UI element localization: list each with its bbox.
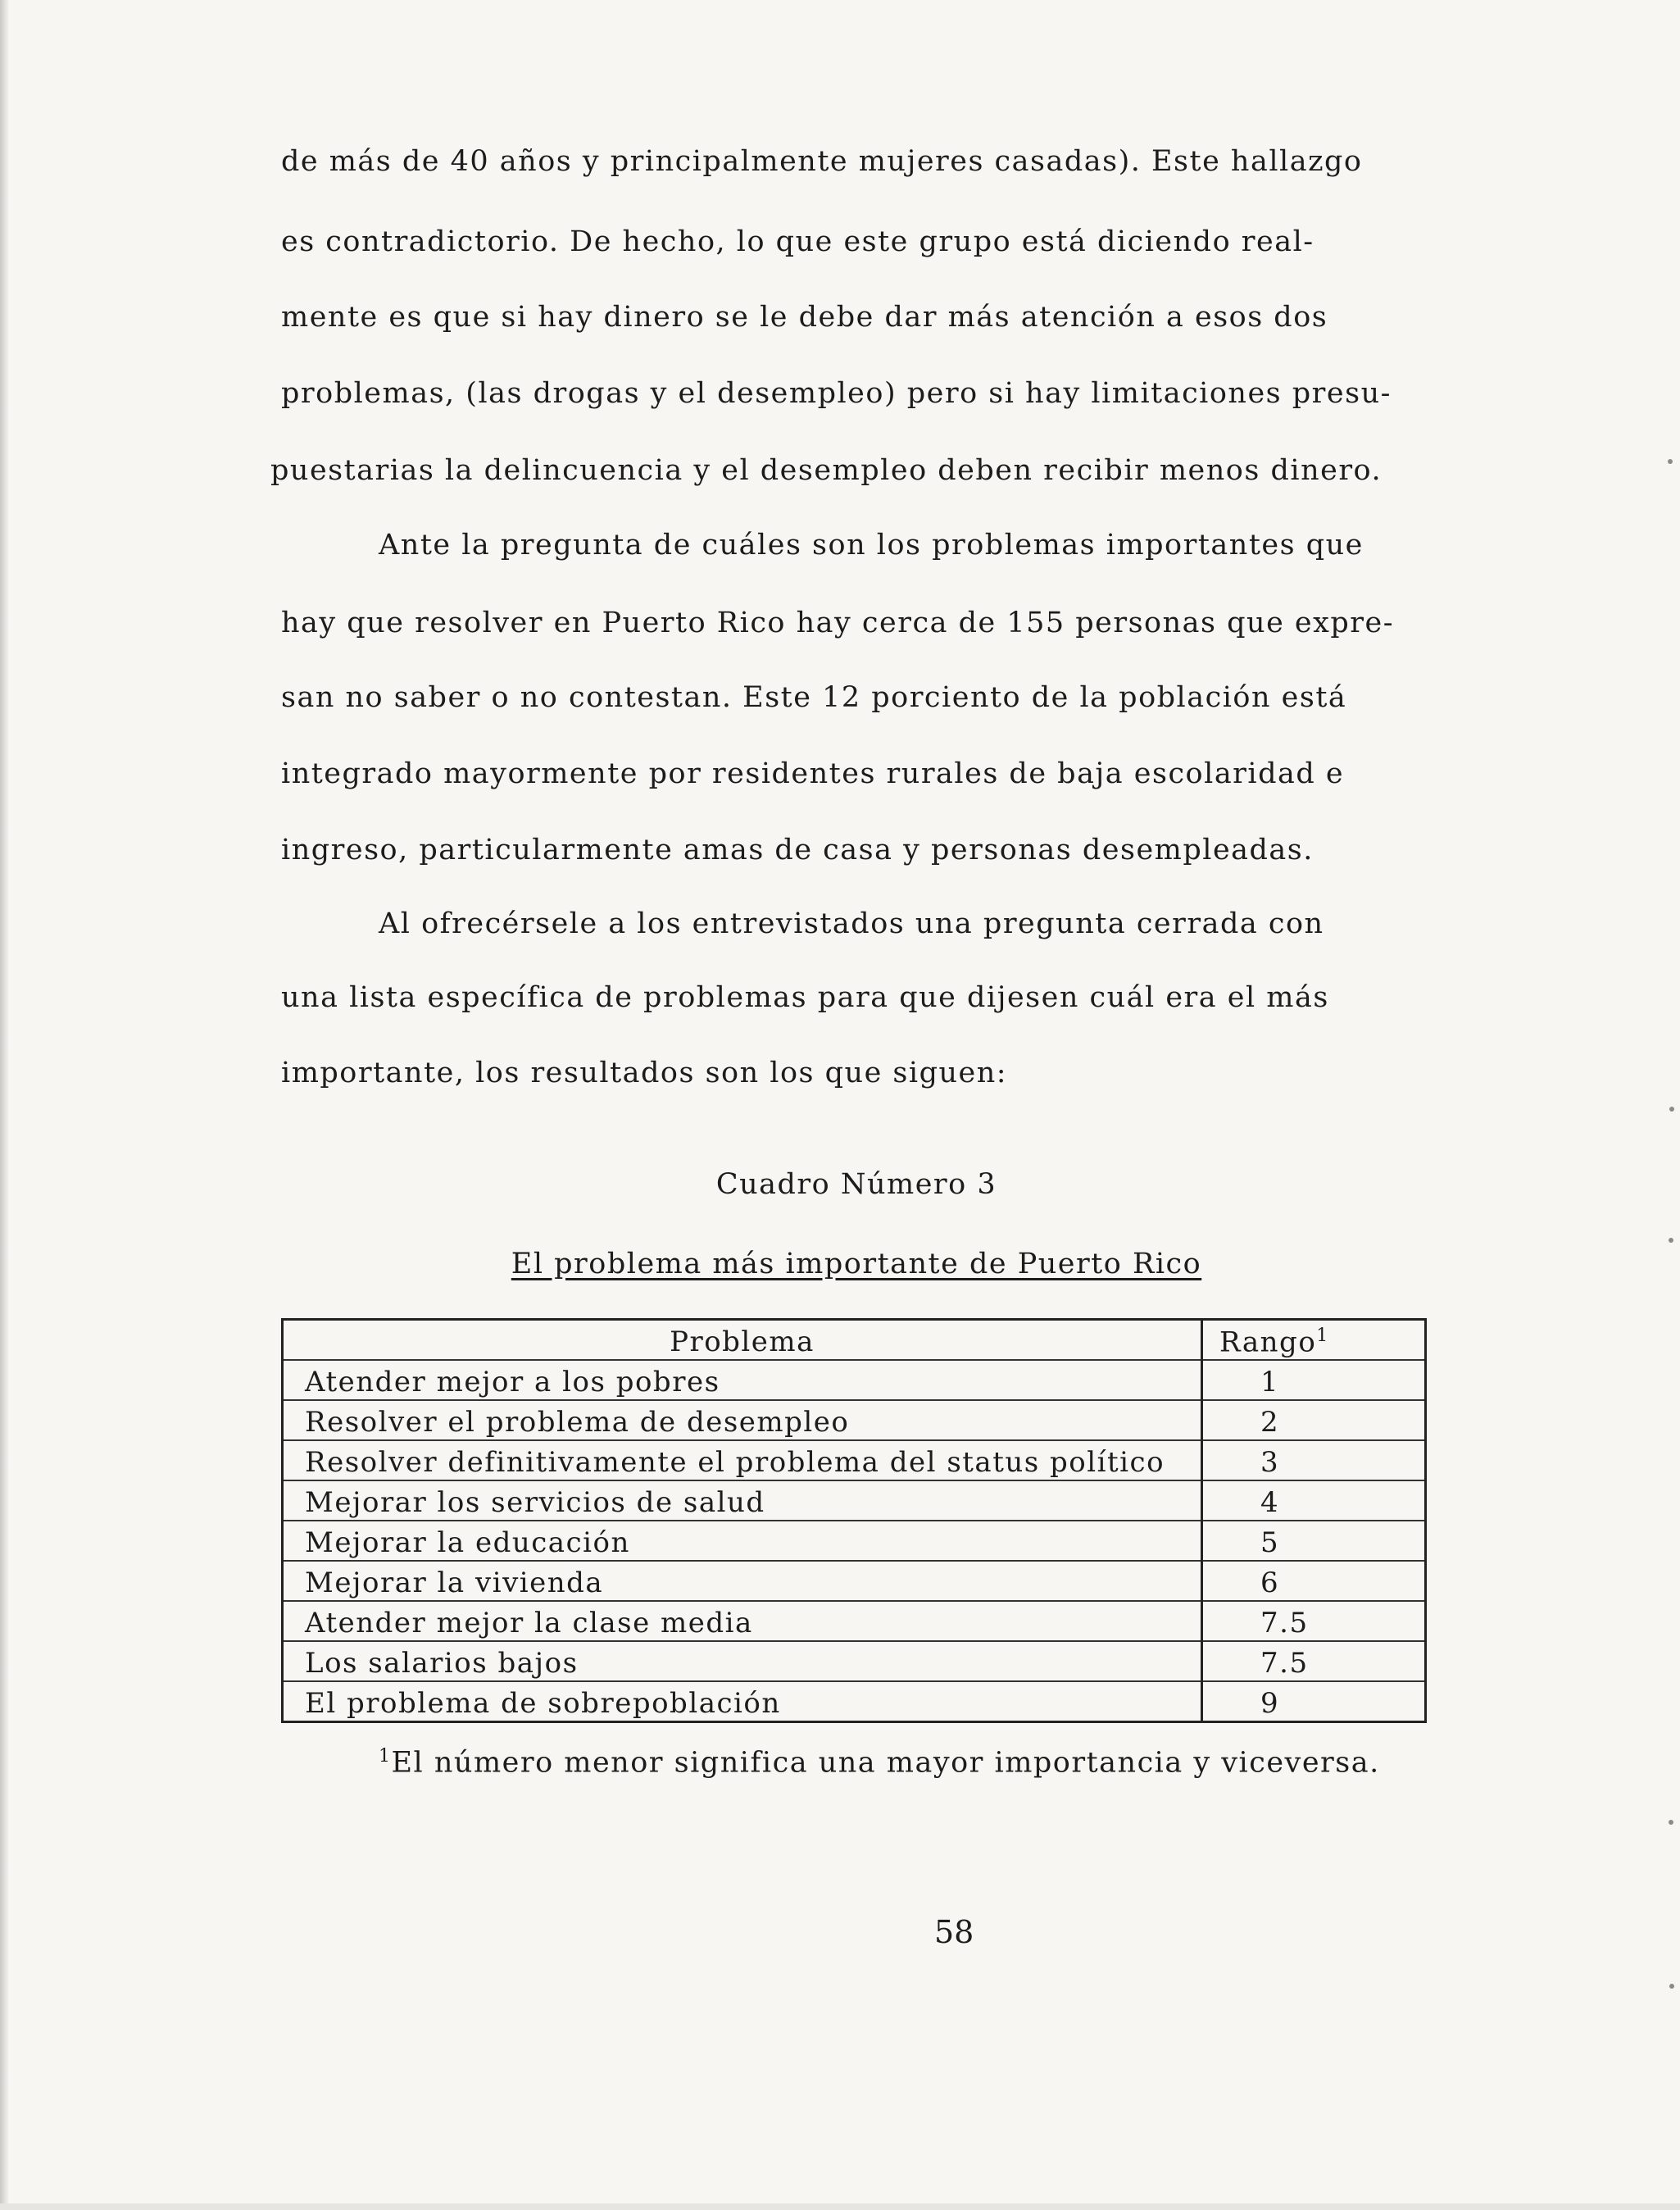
table-row [283,1400,1426,1440]
text-line: mente es que si hay dinero se le debe dar más atención a esos dos [281,301,1328,334]
problem-cell: Atender mejor a los pobres [283,1360,1202,1400]
text-line: Ante la pregunta de cuáles son los problemas importantes que [379,529,1364,562]
text-line: integrado mayormente por residentes rurales de baja escolaridad e [281,757,1345,790]
rank-cell: 7.5 [1202,1601,1426,1641]
scan-speck [1669,1107,1674,1112]
table-row [283,1440,1426,1480]
problem-cell: Los salarios bajos [283,1641,1202,1681]
column-header-problem: Problema [283,1320,1202,1361]
scan-speck [1668,459,1673,464]
problem-cell: El problema de sobrepoblación [283,1681,1202,1722]
text-line: de más de 40 años y principalmente mujeres casadas). Este hallazgo [281,145,1363,178]
table-row [283,1561,1426,1601]
scan-speck [1669,1984,1674,1989]
page-bottom-edge [0,2203,1680,2210]
rank-cell: 2 [1202,1400,1426,1440]
rank-cell: 6 [1202,1561,1426,1601]
scan-speck [1669,1820,1673,1825]
table-row [283,1601,1426,1641]
table-caption: Cuadro Número 3 [715,1168,997,1201]
rank-cell: 4 [1202,1480,1426,1521]
rank-cell: 9 [1202,1681,1426,1722]
table-row [283,1480,1426,1521]
problem-cell: Mejorar los servicios de salud [283,1480,1202,1521]
text-line: importante, los resultados son los que siguen: [281,1057,1008,1089]
table-row [283,1360,1426,1400]
rank-cell: 7.5 [1202,1641,1426,1681]
table-row [283,1681,1426,1722]
problem-cell: Resolver definitivamente el problema del status político [283,1440,1202,1480]
footnote [379,1746,1380,1780]
rank-cell: 5 [1202,1521,1426,1561]
text-line: san no saber o no contestan. Este 12 porciento de la población está [281,681,1347,714]
footnote-marker: 1 [1316,1325,1329,1346]
problem-cell: Mejorar la educación [283,1521,1202,1561]
text-line: es contradictorio. De hecho, lo que este grupo está diciendo real- [281,225,1314,258]
table-header-row [283,1320,1426,1361]
rank-cell: 3 [1202,1440,1426,1480]
text-line: puestarias la delincuencia y el desempleo deben recibir menos dinero. [270,454,1383,487]
text-line: hay que resolver en Puerto Rico hay cerca de 155 personas que expre- [281,607,1395,639]
scan-speck [1669,1238,1673,1243]
table-row [283,1521,1426,1561]
table-title: El problema más importante de Puerto Rico [511,1248,1202,1280]
problem-cell: Resolver el problema de desempleo [283,1400,1202,1440]
text-line: ingreso, particularmente amas de casa y personas desempleadas. [281,834,1314,866]
page-number: 58 [934,1914,974,1950]
problem-cell: Mejorar la vivienda [283,1561,1202,1601]
problem-cell: Atender mejor la clase media [283,1601,1202,1641]
problems-table [281,1318,1427,1723]
page-left-edge [0,0,8,2210]
table-row [283,1641,1426,1681]
text-line: problemas, (las drogas y el desempleo) pero si hay limitaciones presu- [281,377,1392,410]
column-header-rank-label: Rango [1219,1326,1317,1358]
rank-cell: 1 [1202,1360,1426,1400]
text-line: Al ofrecérsele a los entrevistados una pregunta cerrada con [379,907,1324,940]
footnote-marker: 1 [379,1746,392,1767]
column-header-rank [1202,1320,1426,1361]
text-line: una lista específica de problemas para que dijesen cuál era el más [281,981,1329,1014]
footnote-text: El número menor significa una mayor importancia y viceversa. [391,1746,1380,1780]
